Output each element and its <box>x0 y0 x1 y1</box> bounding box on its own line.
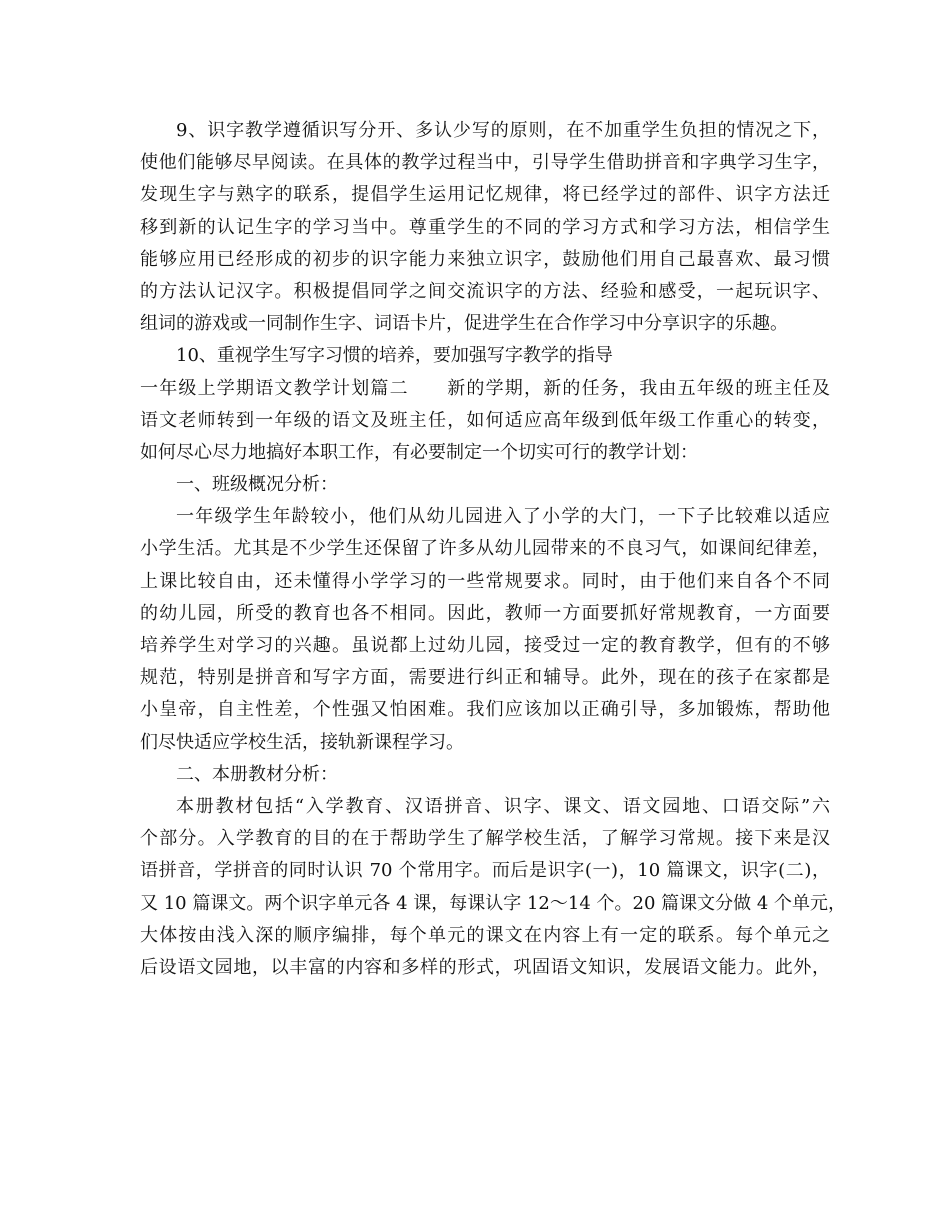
text-line: 们尽快适应学校生活，接轨新课程学习。 <box>140 731 464 753</box>
section-heading: 一、班级概况分析： <box>176 474 338 496</box>
text-line: 培养学生对学习的兴趣。虽说都上过幼儿园，接受过一定的教育教学，但有的不够 <box>140 635 830 656</box>
text-line: 上课比较自由，还未懂得小学学习的一些常规要求。同时，由于他们来自各个不同 <box>140 570 830 592</box>
text-line: 10、重视学生写字习惯的培养，要加强写字教学的指导 <box>176 345 613 367</box>
text-line: 个部分。入学教育的目的在于帮助学生了解学校生活，了解学习常规。接下来是汉 <box>140 828 830 850</box>
text-line: 本册教材包括“入学教育、汉语拼音、识字、课文、语文园地、口语交际”六 <box>176 795 830 817</box>
text-line: 发现生字与熟字的联系，提倡学生运用记忆规律，将已经学过的部件、识字方法迁 <box>140 184 830 206</box>
text-line: 大体按由浅入深的顺序编排，每个单元的课文在内容上有一定的联系。每个单元之 <box>140 924 830 946</box>
text-line: 使他们能够尽早阅读。在具体的教学过程当中，引导学生借助拼音和字典学习生字， <box>140 152 830 174</box>
text-line: 语拼音，学拼音的同时认识 70 个常用字。而后是识字(一)，10 篇课文，识字(二)， <box>140 860 830 882</box>
text-line: 规范，特别是拼音和写字方面，需要进行纠正和辅导。此外，现在的孩子在家都是 <box>140 667 830 689</box>
text-line: 如何尽心尽力地搞好本职工作，有必要制定一个切实可行的教学计划： <box>140 441 698 463</box>
text-line: 的方法认记汉字。积极提倡同学之间交流识字的方法、经验和感受，一起玩识字、 <box>140 280 830 302</box>
text-line: 组词的游戏或一同制作生字、词语卡片，促进学生在合作学习中分享识字的乐趣。 <box>140 313 788 335</box>
text-line: 一年级学生年龄较小，他们从幼儿园进入了小学的大门，一下子比较难以适应 <box>176 506 830 528</box>
text-line: 小学生活。尤其是不少学生还保留了许多从幼儿园带来的不良习气，如课间纪律差， <box>140 538 830 560</box>
text-line: 一年级上学期语文教学计划篇二 新的学期，新的任务，我由五年级的班主任及 <box>140 377 830 399</box>
section-heading: 二、本册教材分析： <box>176 763 338 785</box>
text-line: 的幼儿园，所受的教育也各不相同。因此，教师一方面要抓好常规教育，一方面要 <box>140 602 830 624</box>
text-line: 语文老师转到一年级的语文及班主任，如何适应高年级到低年级工作重心的转变， <box>140 409 830 431</box>
text-line: 移到新的认记生字的学习当中。尊重学生的不同的学习方式和学习方法，相信学生 <box>140 216 830 238</box>
text-line: 能够应用已经形成的初步的识字能力来独立识字，鼓励他们用自己最喜欢、最习惯 <box>140 248 830 270</box>
text-line: 小皇帝，自主性差，个性强又怕困难。我们应该加以正确引导，多加锻炼，帮助他 <box>140 699 830 721</box>
document-body <box>140 115 847 984</box>
text-line: 9、识字教学遵循识写分开、多认少写的原则，在不加重学生负担的情况之下， <box>176 120 830 141</box>
text-line: 又 10 篇课文。两个识字单元各 4 课，每课认字 12～14 个。20 篇课文分做 4 个单元， <box>140 892 847 914</box>
text-line: 后设语文园地，以丰富的内容和多样的形式，巩固语文知识，发展语文能力。此外， <box>140 956 830 978</box>
